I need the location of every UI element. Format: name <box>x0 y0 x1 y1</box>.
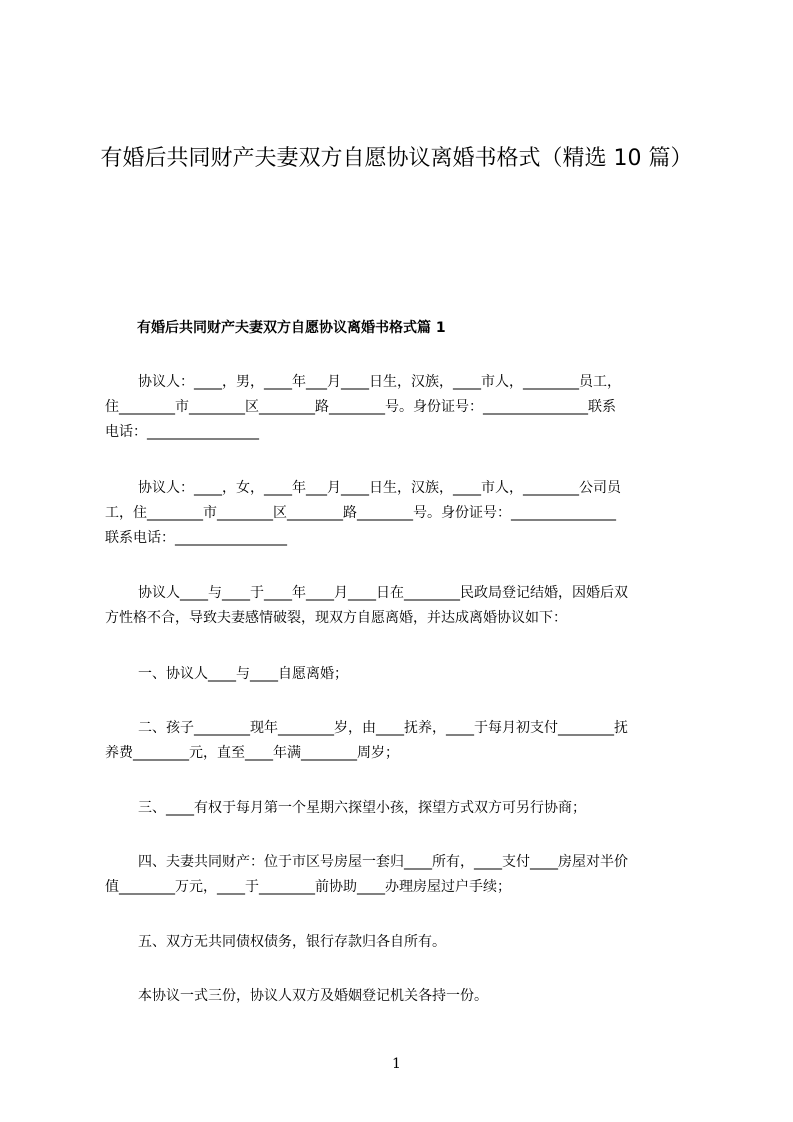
clause-4 <box>105 850 701 900</box>
paragraph-line: 值________万元，____于________前协助____办理房屋过户手续； <box>105 879 511 895</box>
paragraph-line: 工，住________市________区________路________号。身份证号：_______________ <box>105 505 616 521</box>
paragraph-line: 四、夫妻共同财产：位于市区号房屋一套归____所有，____支付____房屋对半价 <box>138 854 628 870</box>
paragraph-line: 电话：________________ <box>105 424 259 440</box>
page-number: 1 <box>392 1056 401 1072</box>
paragraph-party-2 <box>105 476 701 551</box>
paragraph-line: 一、协议人____与____自愿离婚； <box>138 666 348 682</box>
paragraph-line: 五、双方无共同债权债务，银行存款归各自所有。 <box>138 934 446 950</box>
paragraph-line: 方性格不合，导致夫妻感情破裂，现双方自愿离婚，并达成离婚协议如下： <box>105 610 567 626</box>
clause-1 <box>105 662 701 687</box>
paragraph-party-1 <box>105 370 701 445</box>
paragraph-line: 养费________元，直至____年满________周岁； <box>105 745 399 761</box>
paragraph-line: 三、____有权于每月第一个星期六探望小孩，探望方式双方可另行协商； <box>138 800 586 816</box>
paragraph-line: 二、孩子________现年________岁，由____抚养，____于每月初支付________抚 <box>138 720 628 736</box>
clause-2 <box>105 716 701 766</box>
paragraph-line: 协议人：____，男，____年___月____日生，汉族，____市人，________员工， <box>138 374 621 390</box>
paragraph-line: 联系电话：________________ <box>105 530 287 546</box>
paragraph-marriage-record <box>105 581 701 631</box>
section-heading: 有婚后共同财产夫妻双方自愿协议离婚书格式篇 1 <box>137 320 446 336</box>
paragraph-line: 住________市________区________路________号。身份证号：_______________联系 <box>105 399 616 415</box>
paragraph-line: 协议人：____，女，____年___月____日生，汉族，____市人，________公司员 <box>138 480 621 496</box>
paragraph-line: 本协议一式三份，协议人双方及婚姻登记机关各持一份。 <box>138 988 488 1004</box>
clause-5 <box>105 930 701 955</box>
clause-3 <box>105 796 701 821</box>
paragraph-line: 协议人____与____于____年____月____日在________民政局登记结婚，因婚后双 <box>138 585 628 601</box>
document-title: 有婚后共同财产夫妻双方自愿协议离婚书格式（精选 10 篇） <box>100 146 693 171</box>
closing-statement <box>105 984 701 1009</box>
